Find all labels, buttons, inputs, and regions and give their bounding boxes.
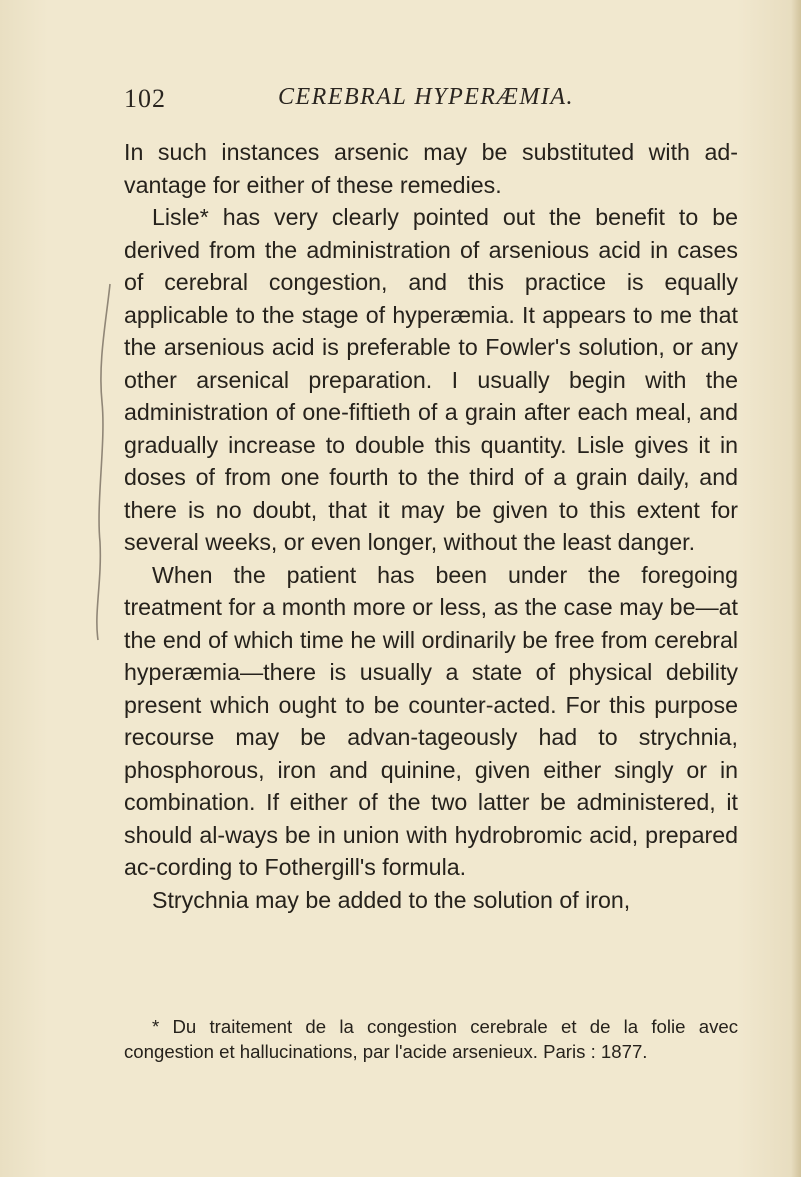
- page-header: [124, 84, 644, 120]
- pencil-margin-mark: [88, 282, 128, 642]
- paragraph: Strychnia may be added to the solution of iron,: [152, 886, 631, 913]
- page-edge-shadow: [791, 0, 801, 1177]
- body-text: [124, 136, 738, 916]
- paragraph: In such instances arsenic may be substituted with ad-vantage for either of these remedies.: [124, 139, 738, 198]
- page-number: 102: [124, 84, 166, 113]
- footnote-text: * Du traitement de la congestion cerebrale et de la folie avec congestion et hallucinations, par l'acide arsenieux. Paris : 1877.: [124, 1016, 738, 1062]
- paragraph: When the patient has been under the foregoing treatment for a month more or less, as the case may be—at the end of which time he will ordinarily be free from cerebral hyperæmia—there is usually a state of physical debility present which ought to be counter-acted. For this purpose recourse may be advan-tageously had to strychnia, phosphorous, iron and quinine, given either singly or in combination. If either of the two latter be administered, it should al-ways be in union with hydrobromic acid, prepared ac-cording to Fothergill's formula.: [124, 561, 738, 880]
- footnote: [124, 1014, 738, 1064]
- paragraph: Lisle* has very clearly pointed out the benefit to be derived from the administration of arsenious acid in cases of cerebral congestion, and this practice is equally applicable to the stage of hyperæmia. It appears to me that the arsenious acid is preferable to Fowler's solution, or any other arsenical preparation. I usually begin with the administration of one-fiftieth of a grain after each meal, and gradually increase to double this quantity. Lisle gives it in doses of from one fourth to the third of a grain daily, and there is no doubt, that it may be given to this extent for several weeks, or even longer, without the least danger.: [124, 204, 738, 555]
- running-title: CEREBRAL HYPERÆMIA.: [278, 84, 575, 110]
